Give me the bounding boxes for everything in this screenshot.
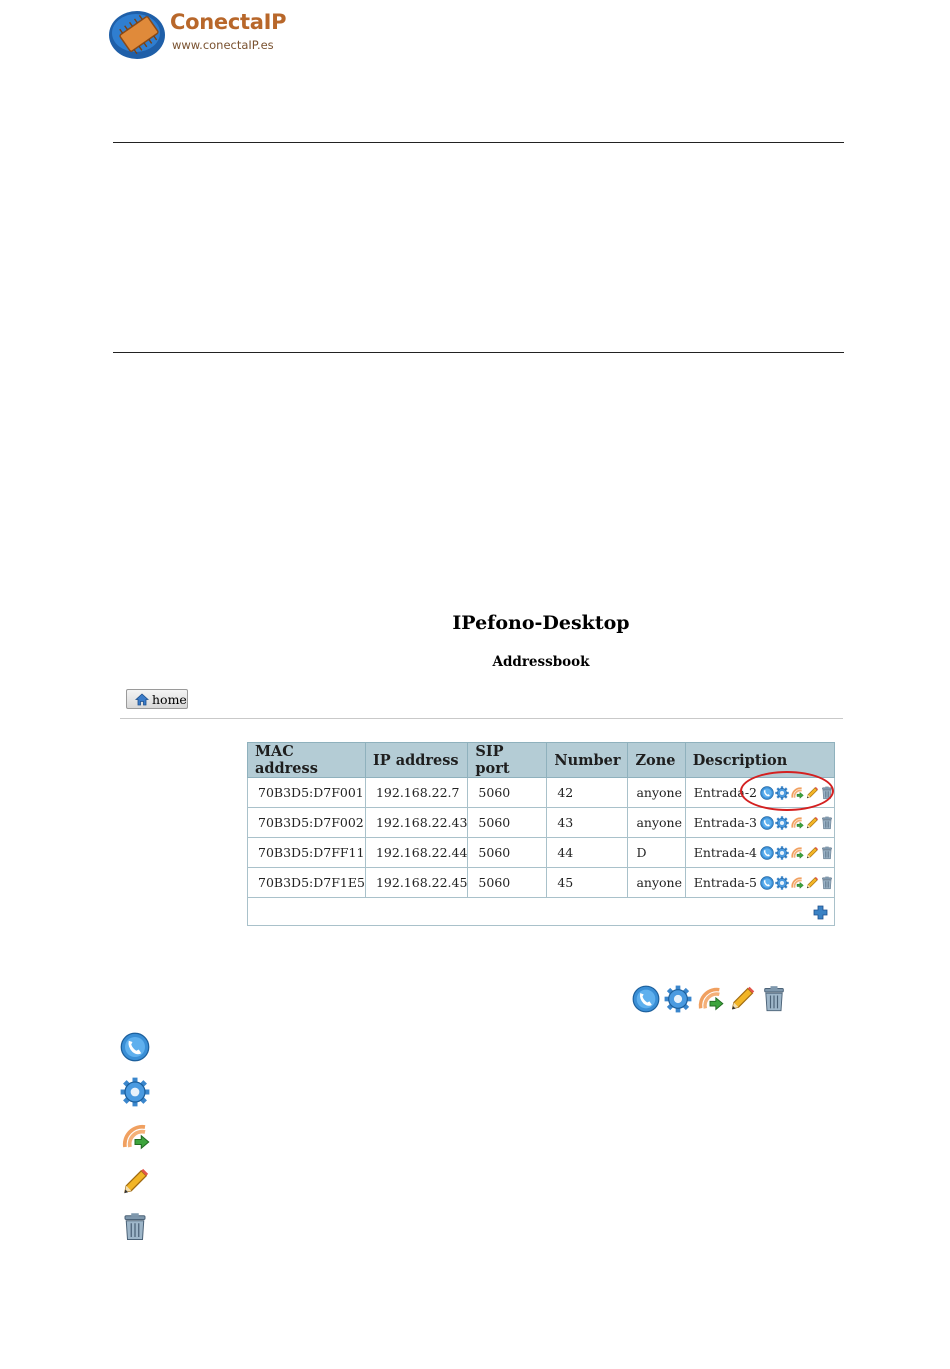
app-title: IPefono-Desktop	[452, 612, 630, 634]
settings-gear-icon[interactable]	[775, 876, 789, 890]
page-rule-top	[113, 142, 844, 143]
delete-trash-icon	[760, 985, 788, 1013]
forward-icon	[120, 1122, 150, 1152]
brand-name: ConectaIP	[170, 10, 287, 34]
forward-icon[interactable]	[790, 846, 804, 860]
delete-trash-icon	[120, 1212, 150, 1242]
legend-settings	[120, 1077, 150, 1107]
settings-gear-icon	[664, 985, 692, 1013]
cell-zone: anyone	[628, 868, 685, 898]
description-text: Entrada-4	[693, 844, 757, 860]
settings-gear-icon[interactable]	[775, 816, 789, 830]
forward-icon[interactable]	[790, 876, 804, 890]
row-actions	[760, 846, 834, 860]
action-icons-enlarged	[632, 985, 788, 1013]
call-icon[interactable]	[760, 876, 774, 890]
forward-icon[interactable]	[790, 816, 804, 830]
edit-pencil-icon	[120, 1167, 150, 1197]
column-header-mac[interactable]: MAC address	[248, 743, 366, 778]
edit-pencil-icon[interactable]	[805, 846, 819, 860]
add-plus-icon[interactable]	[813, 905, 828, 920]
home-button-label: home	[152, 691, 187, 707]
cell-number: 43	[547, 808, 628, 838]
page-rule-bottom	[113, 352, 844, 353]
cell-mac-address: 70B3D5:D7F001	[248, 778, 366, 808]
home-button[interactable]	[126, 689, 188, 709]
edit-pencil-icon[interactable]	[805, 816, 819, 830]
column-header-ip[interactable]: IP address	[365, 743, 467, 778]
delete-trash-icon[interactable]	[820, 876, 834, 890]
cell-description	[685, 838, 834, 868]
column-header-zone[interactable]: Zone	[628, 743, 685, 778]
description-text: Entrada-5	[693, 874, 757, 890]
settings-gear-icon	[120, 1077, 150, 1107]
delete-trash-icon[interactable]	[820, 816, 834, 830]
forward-icon	[696, 985, 724, 1013]
cell-ip-address: 192.168.22.44	[365, 838, 467, 868]
call-icon[interactable]	[760, 816, 774, 830]
addressbook-table	[247, 742, 835, 926]
cell-mac-address: 70B3D5:D7F002	[248, 808, 366, 838]
brand-logo	[108, 4, 308, 64]
column-header-sip-port[interactable]: SIP port	[468, 743, 547, 778]
cell-mac-address: 70B3D5:D7FF11	[248, 838, 366, 868]
legend-delete	[120, 1212, 150, 1242]
row-actions	[760, 876, 834, 890]
cell-sip-port: 5060	[468, 868, 547, 898]
header-divider	[120, 718, 843, 719]
brand-url: www.conectaIP.es	[172, 38, 274, 52]
column-header-number[interactable]: Number	[547, 743, 628, 778]
cell-number: 42	[547, 778, 628, 808]
app-subtitle: Addressbook	[492, 654, 590, 670]
cell-zone: anyone	[628, 808, 685, 838]
cell-description	[685, 868, 834, 898]
chip-logo-icon	[108, 4, 170, 64]
cell-description	[685, 808, 834, 838]
table-header-row	[248, 743, 835, 778]
cell-mac-address: 70B3D5:D7F1E5	[248, 868, 366, 898]
cell-sip-port: 5060	[468, 808, 547, 838]
description-text: Entrada-2	[693, 784, 757, 800]
cell-ip-address: 192.168.22.7	[365, 778, 467, 808]
edit-pencil-icon	[728, 985, 756, 1013]
description-text: Entrada-3	[693, 814, 757, 830]
call-icon[interactable]	[760, 846, 774, 860]
legend-edit	[120, 1167, 150, 1197]
edit-pencil-icon[interactable]	[805, 876, 819, 890]
table-footer	[248, 898, 835, 926]
cell-zone: D	[628, 838, 685, 868]
cell-number: 44	[547, 838, 628, 868]
row-actions	[760, 816, 834, 830]
house-icon	[135, 693, 149, 706]
settings-gear-icon[interactable]	[775, 846, 789, 860]
delete-trash-icon[interactable]	[820, 846, 834, 860]
cell-sip-port: 5060	[468, 838, 547, 868]
highlight-ellipse	[740, 771, 834, 811]
table-footer-row	[248, 898, 835, 926]
call-icon	[120, 1032, 150, 1062]
column-header-description[interactable]: Description	[685, 743, 834, 778]
table-row	[248, 808, 835, 838]
cell-ip-address: 192.168.22.45	[365, 868, 467, 898]
legend-call	[120, 1032, 150, 1062]
cell-ip-address: 192.168.22.43	[365, 808, 467, 838]
table-row	[248, 838, 835, 868]
table-row	[248, 868, 835, 898]
call-icon	[632, 985, 660, 1013]
legend-forward	[120, 1122, 150, 1152]
cell-sip-port: 5060	[468, 778, 547, 808]
cell-zone: anyone	[628, 778, 685, 808]
cell-number: 45	[547, 868, 628, 898]
